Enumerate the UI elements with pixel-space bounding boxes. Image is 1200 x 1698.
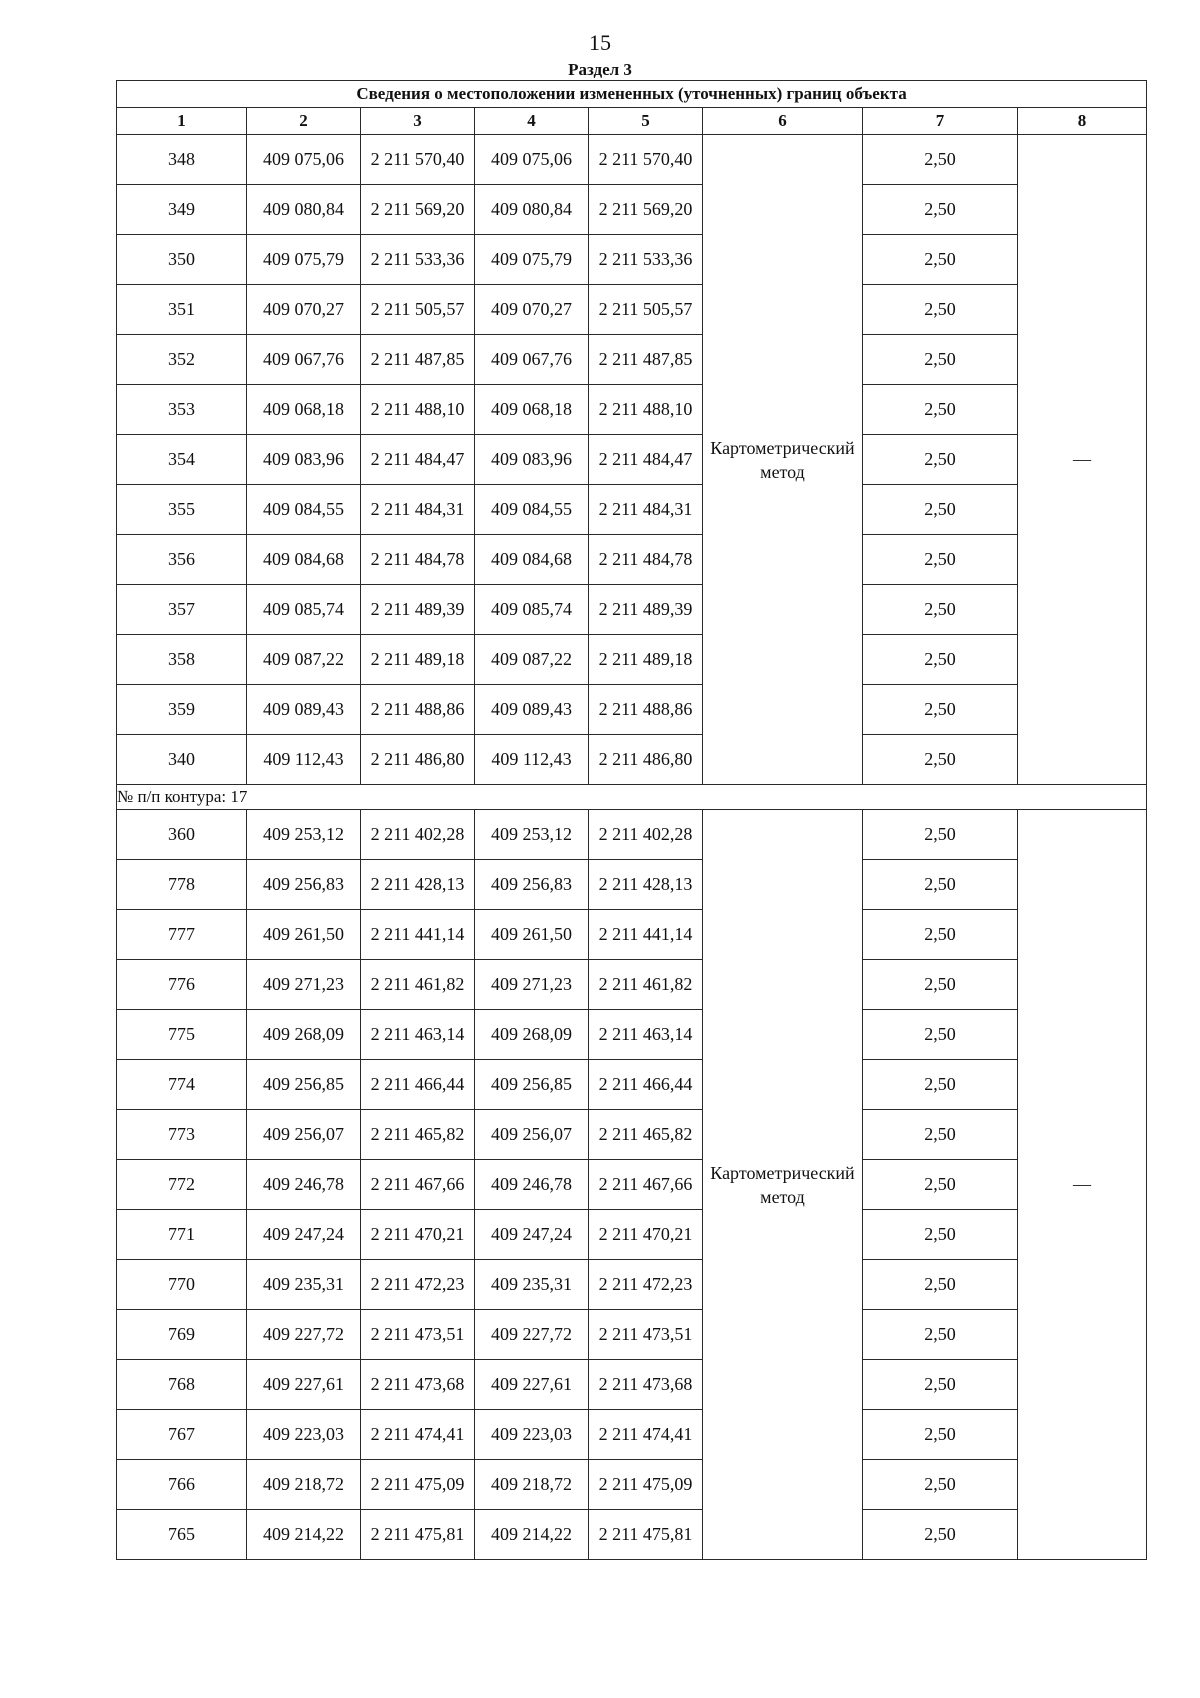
coord-y-cell: 2 211 489,39 xyxy=(361,585,475,635)
coord-x-cell: 409 084,55 xyxy=(247,485,361,535)
coord-x-cell: 409 235,31 xyxy=(475,1260,589,1310)
coord-y-cell: 2 211 489,18 xyxy=(589,635,703,685)
accuracy-cell: 2,50 xyxy=(863,385,1018,435)
coord-y-cell: 2 211 569,20 xyxy=(361,185,475,235)
coord-y-cell: 2 211 463,14 xyxy=(361,1010,475,1060)
coord-x-cell: 409 067,76 xyxy=(247,335,361,385)
coord-y-cell: 2 211 486,80 xyxy=(589,735,703,785)
coord-y-cell: 2 211 484,47 xyxy=(361,435,475,485)
accuracy-cell: 2,50 xyxy=(863,1310,1018,1360)
coord-x-cell: 409 253,12 xyxy=(475,810,589,860)
point-number-cell: 359 xyxy=(117,685,247,735)
coord-x-cell: 409 256,83 xyxy=(475,860,589,910)
point-number-cell: 360 xyxy=(117,810,247,860)
coord-x-cell: 409 085,74 xyxy=(475,585,589,635)
coord-x-cell: 409 253,12 xyxy=(247,810,361,860)
table-row xyxy=(117,135,1147,185)
accuracy-cell: 2,50 xyxy=(863,135,1018,185)
coord-x-cell: 409 084,55 xyxy=(475,485,589,535)
coord-x-cell: 409 247,24 xyxy=(247,1210,361,1260)
coord-y-cell: 2 211 441,14 xyxy=(589,910,703,960)
coord-y-cell: 2 211 470,21 xyxy=(361,1210,475,1260)
coord-x-cell: 409 246,78 xyxy=(475,1160,589,1210)
coord-x-cell: 409 067,76 xyxy=(475,335,589,385)
coord-x-cell: 409 112,43 xyxy=(247,735,361,785)
coord-x-cell: 409 083,96 xyxy=(475,435,589,485)
coord-y-cell: 2 211 486,80 xyxy=(361,735,475,785)
coord-y-cell: 2 211 488,10 xyxy=(589,385,703,435)
coord-x-cell: 409 256,85 xyxy=(247,1060,361,1110)
coord-x-cell: 409 112,43 xyxy=(475,735,589,785)
coord-x-cell: 409 246,78 xyxy=(247,1160,361,1210)
coord-x-cell: 409 087,22 xyxy=(475,635,589,685)
coord-x-cell: 409 271,23 xyxy=(247,960,361,1010)
point-number-cell: 351 xyxy=(117,285,247,335)
table-row xyxy=(117,535,1147,585)
table-row xyxy=(117,1010,1147,1060)
coord-y-cell: 2 211 465,82 xyxy=(589,1110,703,1160)
point-number-cell: 771 xyxy=(117,1210,247,1260)
coord-x-cell: 409 218,72 xyxy=(247,1460,361,1510)
coord-x-cell: 409 084,68 xyxy=(475,535,589,585)
coord-x-cell: 409 261,50 xyxy=(475,910,589,960)
coord-y-cell: 2 211 463,14 xyxy=(589,1010,703,1060)
coord-y-cell: 2 211 487,85 xyxy=(361,335,475,385)
point-number-cell: 766 xyxy=(117,1460,247,1510)
coord-y-cell: 2 211 488,86 xyxy=(361,685,475,735)
point-number-cell: 765 xyxy=(117,1510,247,1560)
point-number-cell: 352 xyxy=(117,335,247,385)
coord-x-cell: 409 235,31 xyxy=(247,1260,361,1310)
table-row xyxy=(117,485,1147,535)
coord-x-cell: 409 070,27 xyxy=(247,285,361,335)
column-header: 3 xyxy=(361,108,475,135)
coord-x-cell: 409 268,09 xyxy=(475,1010,589,1060)
coord-y-cell: 2 211 475,09 xyxy=(361,1460,475,1510)
table-row xyxy=(117,185,1147,235)
point-number-cell: 769 xyxy=(117,1310,247,1360)
coord-y-cell: 2 211 484,78 xyxy=(361,535,475,585)
table-row xyxy=(117,1060,1147,1110)
point-number-cell: 357 xyxy=(117,585,247,635)
coord-y-cell: 2 211 470,21 xyxy=(589,1210,703,1260)
coord-x-cell: 409 271,23 xyxy=(475,960,589,1010)
point-number-cell: 772 xyxy=(117,1160,247,1210)
coord-y-cell: 2 211 461,82 xyxy=(589,960,703,1010)
coord-x-cell: 409 075,06 xyxy=(247,135,361,185)
method-cell: Картометрический метод xyxy=(703,135,863,785)
accuracy-cell: 2,50 xyxy=(863,685,1018,735)
point-number-cell: 776 xyxy=(117,960,247,1010)
table-row xyxy=(117,1410,1147,1460)
coord-y-cell: 2 211 488,10 xyxy=(361,385,475,435)
coord-x-cell: 409 068,18 xyxy=(475,385,589,435)
accuracy-cell: 2,50 xyxy=(863,910,1018,960)
table-row xyxy=(117,285,1147,335)
coord-x-cell: 409 256,07 xyxy=(475,1110,589,1160)
column-header: 6 xyxy=(703,108,863,135)
point-number-cell: 353 xyxy=(117,385,247,435)
table-caption: Сведения о местоположении измененных (уточненных) границ объекта xyxy=(117,81,1147,108)
coord-y-cell: 2 211 461,82 xyxy=(361,960,475,1010)
coord-y-cell: 2 211 402,28 xyxy=(361,810,475,860)
point-number-cell: 767 xyxy=(117,1410,247,1460)
coord-x-cell: 409 261,50 xyxy=(247,910,361,960)
accuracy-cell: 2,50 xyxy=(863,1260,1018,1310)
coord-y-cell: 2 211 533,36 xyxy=(589,235,703,285)
coord-x-cell: 409 268,09 xyxy=(247,1010,361,1060)
coord-y-cell: 2 211 472,23 xyxy=(361,1260,475,1310)
table-caption-row xyxy=(117,81,1147,108)
coord-x-cell: 409 247,24 xyxy=(475,1210,589,1260)
point-number-cell: 768 xyxy=(117,1360,247,1410)
note-cell: — xyxy=(1018,135,1147,785)
accuracy-cell: 2,50 xyxy=(863,285,1018,335)
coord-x-cell: 409 075,79 xyxy=(475,235,589,285)
accuracy-cell: 2,50 xyxy=(863,435,1018,485)
coord-x-cell: 409 223,03 xyxy=(247,1410,361,1460)
boundary-coordinates-table xyxy=(116,80,1147,1560)
point-number-cell: 778 xyxy=(117,860,247,910)
accuracy-cell: 2,50 xyxy=(863,1110,1018,1160)
accuracy-cell: 2,50 xyxy=(863,1010,1018,1060)
coord-x-cell: 409 085,74 xyxy=(247,585,361,635)
accuracy-cell: 2,50 xyxy=(863,1460,1018,1510)
point-number-cell: 356 xyxy=(117,535,247,585)
coord-x-cell: 409 075,06 xyxy=(475,135,589,185)
coord-y-cell: 2 211 570,40 xyxy=(361,135,475,185)
coord-y-cell: 2 211 428,13 xyxy=(589,860,703,910)
table-row xyxy=(117,960,1147,1010)
point-number-cell: 774 xyxy=(117,1060,247,1110)
coord-y-cell: 2 211 484,47 xyxy=(589,435,703,485)
table-row xyxy=(117,1360,1147,1410)
point-number-cell: 775 xyxy=(117,1010,247,1060)
coord-y-cell: 2 211 505,57 xyxy=(361,285,475,335)
coord-y-cell: 2 211 533,36 xyxy=(361,235,475,285)
coord-x-cell: 409 075,79 xyxy=(247,235,361,285)
coord-x-cell: 409 227,61 xyxy=(475,1360,589,1410)
accuracy-cell: 2,50 xyxy=(863,1160,1018,1210)
note-cell: — xyxy=(1018,810,1147,1560)
coord-y-cell: 2 211 475,09 xyxy=(589,1460,703,1510)
table-row xyxy=(117,810,1147,860)
coord-y-cell: 2 211 475,81 xyxy=(589,1510,703,1560)
accuracy-cell: 2,50 xyxy=(863,185,1018,235)
accuracy-cell: 2,50 xyxy=(863,235,1018,285)
coord-x-cell: 409 084,68 xyxy=(247,535,361,585)
table-row xyxy=(117,1260,1147,1310)
table-row xyxy=(117,910,1147,960)
column-header: 1 xyxy=(117,108,247,135)
accuracy-cell: 2,50 xyxy=(863,485,1018,535)
page-number: 15 xyxy=(589,30,611,55)
accuracy-cell: 2,50 xyxy=(863,585,1018,635)
coord-x-cell: 409 080,84 xyxy=(475,185,589,235)
table-row xyxy=(117,235,1147,285)
point-number-cell: 777 xyxy=(117,910,247,960)
accuracy-cell: 2,50 xyxy=(863,735,1018,785)
column-number-row xyxy=(117,108,1147,135)
point-number-cell: 773 xyxy=(117,1110,247,1160)
coord-x-cell: 409 256,07 xyxy=(247,1110,361,1160)
column-header: 7 xyxy=(863,108,1018,135)
point-number-cell: 350 xyxy=(117,235,247,285)
point-number-cell: 340 xyxy=(117,735,247,785)
accuracy-cell: 2,50 xyxy=(863,860,1018,910)
accuracy-cell: 2,50 xyxy=(863,635,1018,685)
coord-y-cell: 2 211 473,51 xyxy=(589,1310,703,1360)
coord-y-cell: 2 211 484,31 xyxy=(361,485,475,535)
point-number-cell: 355 xyxy=(117,485,247,535)
coord-y-cell: 2 211 473,68 xyxy=(361,1360,475,1410)
accuracy-cell: 2,50 xyxy=(863,1360,1018,1410)
table-row xyxy=(117,685,1147,735)
coord-y-cell: 2 211 474,41 xyxy=(361,1410,475,1460)
coord-y-cell: 2 211 402,28 xyxy=(589,810,703,860)
method-cell: Картометрический метод xyxy=(703,810,863,1560)
coord-y-cell: 2 211 570,40 xyxy=(589,135,703,185)
coord-x-cell: 409 256,85 xyxy=(475,1060,589,1110)
column-header: 5 xyxy=(589,108,703,135)
coord-y-cell: 2 211 569,20 xyxy=(589,185,703,235)
coord-y-cell: 2 211 484,78 xyxy=(589,535,703,585)
coord-x-cell: 409 087,22 xyxy=(247,635,361,685)
coord-x-cell: 409 083,96 xyxy=(247,435,361,485)
coord-y-cell: 2 211 473,51 xyxy=(361,1310,475,1360)
coord-x-cell: 409 227,61 xyxy=(247,1360,361,1410)
coord-x-cell: 409 068,18 xyxy=(247,385,361,435)
table-row xyxy=(117,585,1147,635)
coord-y-cell: 2 211 489,18 xyxy=(361,635,475,685)
table-row xyxy=(117,1510,1147,1560)
accuracy-cell: 2,50 xyxy=(863,960,1018,1010)
coord-x-cell: 409 070,27 xyxy=(475,285,589,335)
point-number-cell: 770 xyxy=(117,1260,247,1310)
table-row xyxy=(117,385,1147,435)
point-number-cell: 358 xyxy=(117,635,247,685)
table-row xyxy=(117,335,1147,385)
point-number-cell: 349 xyxy=(117,185,247,235)
coord-y-cell: 2 211 488,86 xyxy=(589,685,703,735)
table-row xyxy=(117,1210,1147,1260)
coord-x-cell: 409 214,22 xyxy=(247,1510,361,1560)
table-row xyxy=(117,1310,1147,1360)
coord-y-cell: 2 211 466,44 xyxy=(589,1060,703,1110)
coord-y-cell: 2 211 489,39 xyxy=(589,585,703,635)
accuracy-cell: 2,50 xyxy=(863,810,1018,860)
coord-y-cell: 2 211 466,44 xyxy=(361,1060,475,1110)
coord-y-cell: 2 211 465,82 xyxy=(361,1110,475,1160)
coord-y-cell: 2 211 473,68 xyxy=(589,1360,703,1410)
coord-y-cell: 2 211 467,66 xyxy=(361,1160,475,1210)
coord-y-cell: 2 211 484,31 xyxy=(589,485,703,535)
contour-label: № п/п контура: 17 xyxy=(117,785,1147,810)
column-header: 4 xyxy=(475,108,589,135)
coord-y-cell: 2 211 467,66 xyxy=(589,1160,703,1210)
point-number-cell: 354 xyxy=(117,435,247,485)
table-row xyxy=(117,860,1147,910)
table-row xyxy=(117,1110,1147,1160)
coord-y-cell: 2 211 505,57 xyxy=(589,285,703,335)
coord-x-cell: 409 256,83 xyxy=(247,860,361,910)
coord-y-cell: 2 211 475,81 xyxy=(361,1510,475,1560)
table-row xyxy=(117,435,1147,485)
contour-label-row xyxy=(117,785,1147,810)
table-row xyxy=(117,1160,1147,1210)
column-header: 8 xyxy=(1018,108,1147,135)
accuracy-cell: 2,50 xyxy=(863,535,1018,585)
coord-x-cell: 409 227,72 xyxy=(247,1310,361,1360)
accuracy-cell: 2,50 xyxy=(863,1060,1018,1110)
section-title: Раздел 3 xyxy=(568,60,632,79)
accuracy-cell: 2,50 xyxy=(863,1210,1018,1260)
coord-x-cell: 409 214,22 xyxy=(475,1510,589,1560)
table-row xyxy=(117,1460,1147,1510)
coord-y-cell: 2 211 472,23 xyxy=(589,1260,703,1310)
coord-x-cell: 409 089,43 xyxy=(247,685,361,735)
table-row xyxy=(117,735,1147,785)
coord-x-cell: 409 218,72 xyxy=(475,1460,589,1510)
coord-y-cell: 2 211 428,13 xyxy=(361,860,475,910)
accuracy-cell: 2,50 xyxy=(863,335,1018,385)
coord-x-cell: 409 227,72 xyxy=(475,1310,589,1360)
point-number-cell: 348 xyxy=(117,135,247,185)
coord-y-cell: 2 211 487,85 xyxy=(589,335,703,385)
accuracy-cell: 2,50 xyxy=(863,1410,1018,1460)
coord-y-cell: 2 211 441,14 xyxy=(361,910,475,960)
coord-x-cell: 409 089,43 xyxy=(475,685,589,735)
accuracy-cell: 2,50 xyxy=(863,1510,1018,1560)
table-body xyxy=(117,135,1147,1560)
column-header: 2 xyxy=(247,108,361,135)
coord-x-cell: 409 080,84 xyxy=(247,185,361,235)
coord-x-cell: 409 223,03 xyxy=(475,1410,589,1460)
table-row xyxy=(117,635,1147,685)
coord-y-cell: 2 211 474,41 xyxy=(589,1410,703,1460)
